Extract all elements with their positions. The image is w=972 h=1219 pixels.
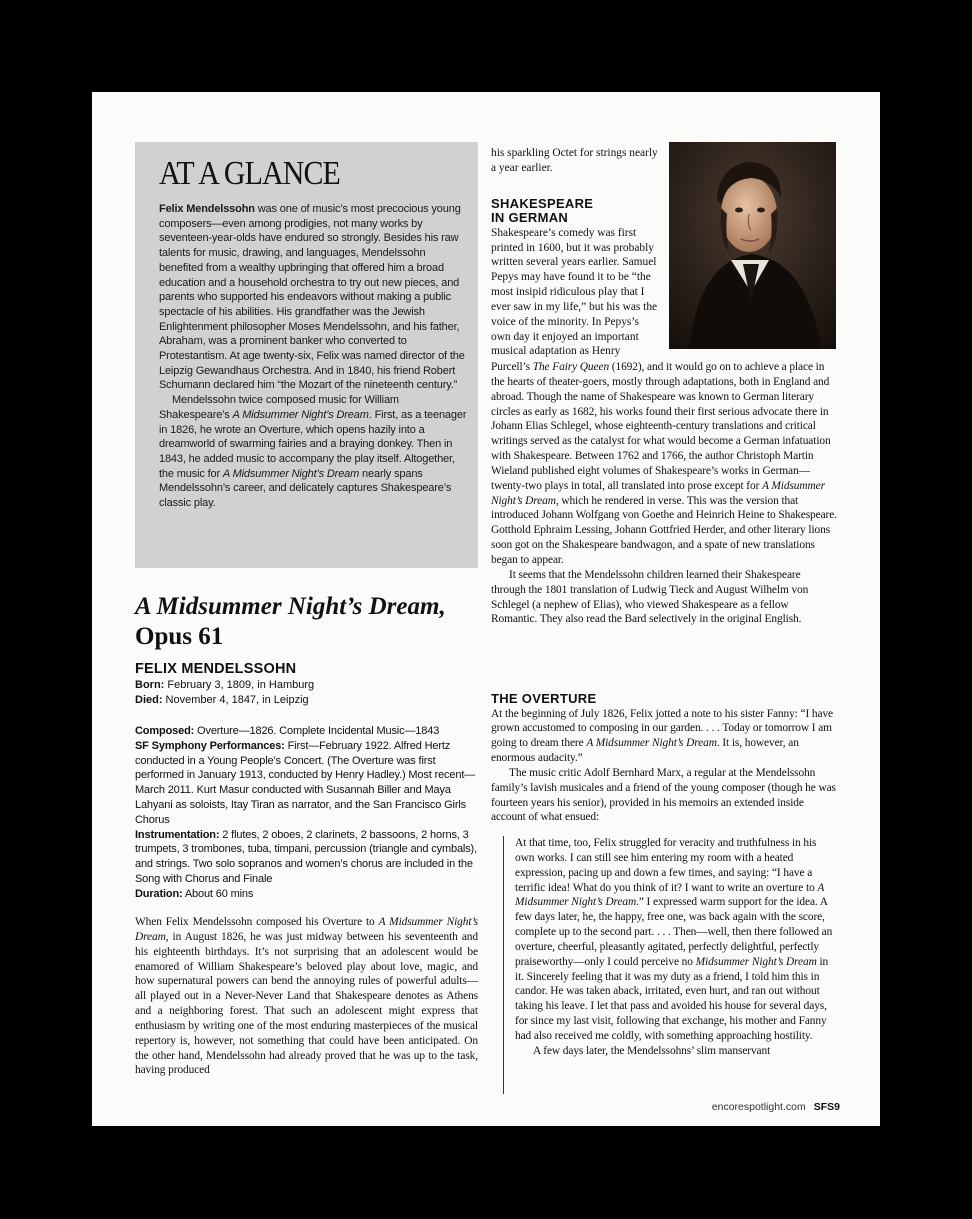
overture-paragraph-1 [491, 707, 837, 766]
octet-continuation: his sparkling Octet for strings nearly a year earlier. [491, 147, 658, 174]
section-heading-overture: THE OVERTURE [491, 691, 597, 706]
quote-b: .” I expressed warm support for the idea. A few days later, he, the happy, free one, was back again with the score, complete up to the second part. . . . Then—well, then there followed an overture, cheerful, pleasantly agitated, perfectly delightful, perfectly praiseworthy—only I could perceive no [515, 896, 833, 968]
block-quote [503, 836, 835, 1094]
glance-paragraph-2 [159, 393, 468, 511]
performance-facts [135, 724, 478, 902]
glance-paragraph-1 [159, 202, 468, 393]
section-heading-line1: SHAKESPEARE [491, 195, 594, 211]
composed-value: Overture—1826. Complete Incidental Music—1843 [194, 725, 440, 737]
article-body-right-top [491, 146, 661, 359]
glance-p2-title1: A Midsummer Night’s Dream [232, 408, 369, 421]
tieck-paragraph: It seems that the Mendelssohn children learned their Shakespeare through the 1801 translation of Ludwig Tieck and August Wilhelm von Schlegel (a nephew of Elias), who viewed Shakespeare as a fellow Romantic. They also read the Bard selectively in the original English. [491, 568, 809, 626]
glance-p2-c: nearly spans Mendelssohn’s career, and delicately captures Shakespeare’s classic play. [159, 467, 452, 510]
overture-section [491, 692, 837, 825]
at-a-glance-body [159, 202, 468, 511]
instrumentation-value: 2 flutes, 2 oboes, 2 clarinets, 2 bassoons, 2 horns, 3 trumpets, 3 trombones, tuba, timpani, percussion (triangle and cymbals), and strings. Two solo sopranos and women’s chorus are included in the Song with Chorus and Finale [135, 828, 477, 885]
work-title [135, 592, 480, 652]
composed-label: Composed: [135, 725, 195, 737]
quote-paragraph-2: A few days later, the Mendelssohns’ slim manservant [533, 1044, 771, 1057]
footer-site: encorespotlight.com [711, 1101, 806, 1113]
article-paragraph-1 [135, 915, 478, 1078]
died-value: November 4, 1847, in Leipzig [162, 693, 309, 706]
died-line [135, 693, 475, 708]
right-main-b: (1692), and it would go on to achieve a place in the hearts of theater-goers, mostly through adaptations, both in England and abroad. Though the name of Shakespeare was known to German literary circles as early as 1682, his works found their first serious advocate there in Johann Elias Schlegel, whose eighteenth-century translations and critical writings served as the catalyst for what would become a German infatuation with Shakespeare. Between 1762 and 1766, the author Christoph Martin Wieland published eight volumes of Shakespeare’s works in German—twenty-two plays in total, all translated into prose except for [491, 361, 831, 492]
magazine-page [92, 92, 880, 1126]
composed-fact [135, 724, 478, 739]
born-label: Born: [135, 679, 165, 691]
body-left-title: A Midsummer Night’s Dream [135, 916, 478, 943]
composer-name: FELIX MENDELSSOHN [135, 661, 297, 677]
duration-value: About 60 mins [182, 887, 254, 900]
quote-title1: A Midsummer Night’s Dream [515, 881, 825, 909]
instrumentation-fact [135, 828, 478, 887]
page-number: SFS9 [813, 1101, 840, 1113]
fairy-queen-title: The Fairy Queen [532, 361, 610, 373]
right-main-title: A Midsummer Night’s Dream [491, 479, 825, 507]
born-value: February 3, 1809, in Hamburg [164, 679, 315, 691]
glance-p2-title2: A Midsummer Night’s Dream [222, 467, 360, 480]
performances-label: SF Symphony Performances: [135, 739, 285, 752]
duration-fact [135, 887, 478, 902]
overture-p1-a: At the beginning of July 1826, Felix jotted a note to his sister Fanny: “I have grown accustomed to composing in our garden. . . . Today or tomorrow I am going to dream there [491, 707, 833, 750]
work-title-italic: A Midsummer Night’s Dream, [135, 593, 446, 620]
overture-p1-b: . It is, however, an enormous audacity.” [491, 737, 799, 765]
glance-p2-a: Mendelssohn twice composed music for William Shakespeare’s [159, 394, 399, 421]
article-body-left [135, 915, 478, 1078]
quote-a: At that time, too, Felix struggled for veracity and truthfulness in his own works. I can still see him entering my room with a heated expression, pacing up and down a few times, and saying: “I have a terrific idea! What do you think of it? I want to write an overture to [515, 837, 818, 894]
right-main-c: , which he rendered in verse. This was the version that introduced Johann Wolfgang von Goethe and Heinrich Heine to Shakespeare. Gotthold Ephraim Lessing, Johann Gottfried Herder, and other literary lions soon got on the Shakespeare bandwagon, and a spate of new translations began to appear. [491, 494, 837, 566]
at-a-glance-heading: AT A GLANCE [159, 155, 340, 192]
at-a-glance-box [135, 142, 478, 568]
body-left-b: , in August 1826, he was just midway between his seventeenth and his eighteenth birthdays. It’s not surprising that an adolescent would be enamored of William Shakespeare’s beloved play about love, magic, and how supernatural powers can bend the annoying rules of powerful adults—all played out in a Never-Never Land that Shakespeare denotes as Athens and a neighboring forest. That such an adolescent might express that enthusiasm by writing one of the most enduring masterpieces of the musical repertory is, however, not something that could have been anticipated. On the other hand, Mendelssohn had already proved that he was up to the task, having produced [135, 930, 478, 1077]
right-main-a: Purcell’s [491, 361, 533, 373]
shakespeare-paragraph-start: Shakespeare’s comedy was first printed in 1600, but it was probably written several years earlier. Samuel Pepys may have found it to be “the most insipid ridiculous play that I ever saw in my life,” but his was the voice of the minority. In Pepys’s own day it enjoyed an important musical adaptation as Henry [491, 226, 658, 358]
work-title-opus: Opus 61 [135, 623, 224, 650]
quote-c: in it. Sincerely feeling that it was my duty as a friend, I told him this in candor. He was taken aback, irritated, even hurt, and ran out without taking his leave. I let that pass and avoided his house for several days, for since my last visit, following that exchange, his mother and Fanny had also received me coldly, with something approaching hostility. [515, 955, 829, 1042]
page-footer [682, 1101, 840, 1113]
quote-paragraph-1 [515, 836, 835, 1044]
section-heading-shakespeare-in-german [491, 197, 661, 226]
composer-portrait-image [669, 142, 836, 349]
glance-p2-b: . First, as a teenager in 1826, he wrote an Overture, which opens hazily into a dreamworld of swarming fairies and a braying donkey. Then in 1843, he added music to accompany the play itself. Altogether, the music for [159, 408, 467, 480]
body-left-a: When Felix Mendelssohn composed his Overture to [135, 916, 379, 928]
composer-block [135, 660, 475, 707]
portrait-illustration [669, 142, 836, 349]
born-line [135, 678, 475, 693]
overture-paragraph-2: The music critic Adolf Bernhard Marx, a regular at the Mendelssohn family’s lavish musicales and a friend of the young composer (though he was fourteen years his senior), provided in his memoirs an extended inside account of what ensued: [491, 766, 836, 824]
shakespeare-paragraph-cont [491, 360, 837, 568]
glance-lead: Felix Mendelssohn [159, 203, 255, 215]
section-heading-line2: IN GERMAN [491, 210, 569, 226]
died-label: Died: [135, 693, 163, 706]
performances-value: First—February 1922. Alfred Hertz conducted in a Young People’s Concert. (The Overture was first performed in January 1913, conducted by Henry Hadley.) Most recent—March 2011. Kurt Masur conducted with Susannah Biller and Maya Lahyani as soloists, Itay Tiran as narrator, and the San Francisco Girls Chorus [135, 739, 476, 826]
performances-fact [135, 739, 478, 828]
article-body-right-main [491, 360, 837, 627]
quote-title2: Midsummer Night’s Dream [695, 955, 817, 968]
instrumentation-label: Instrumentation: [135, 828, 220, 841]
duration-label: Duration: [135, 887, 183, 900]
overture-p1-title: A Midsummer Night’s Dream [586, 737, 717, 750]
glance-p1-text: was one of music’s most precocious young composers—even among prodigies, not many works by seventeen-year-olds have endured so strongly. Besides his raw talents for music, drawing, and languages, Mendelssohn benefited from a wealthy upbringing that offered him a broad education and a household orchestra to try out new pieces, and parents who supported his endeavors without making a public spectacle of his abilities. His grandfather was the Jewish Enlightenment philosopher Moses Mendelssohn, and his father, Abraham, was a prominent banker who converted to Protestantism. At age twenty-six, Felix was named director of the Leipzig Gewandhaus Orchestra. And in 1840, his friend Robert Schumann declared him “the Mozart of the nineteenth century.” [159, 203, 465, 392]
